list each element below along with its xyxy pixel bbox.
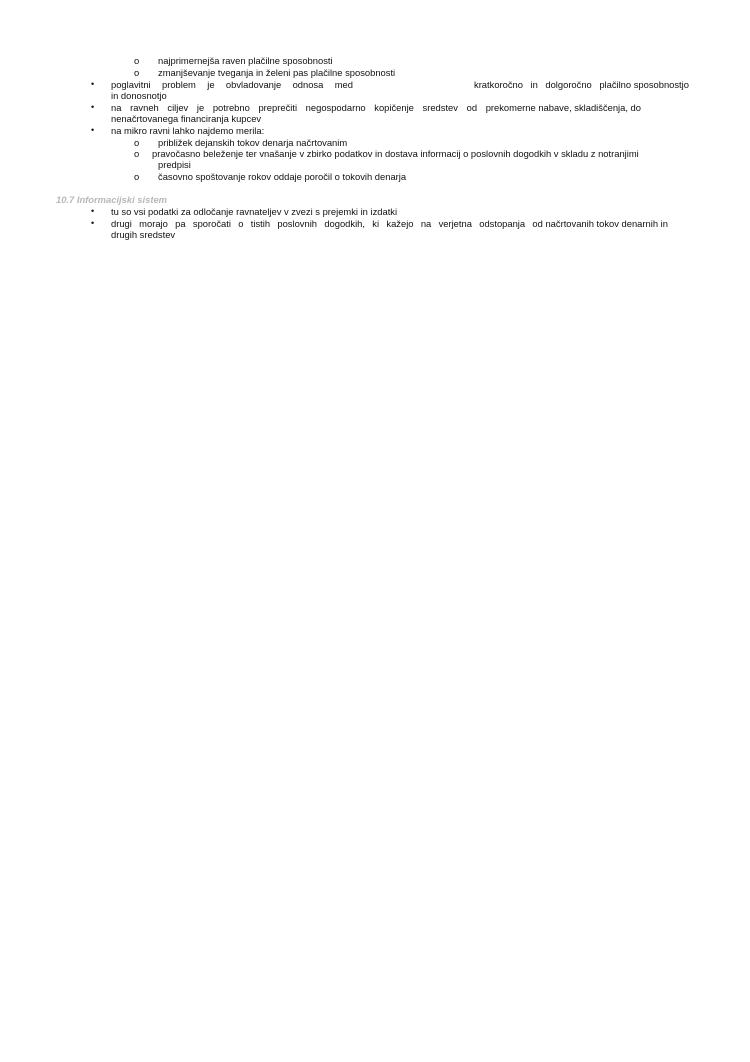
bullet-continuation: in donosnotjo	[111, 90, 167, 101]
word: je	[207, 79, 215, 90]
bullet-continuation: drugih sredstev	[111, 229, 176, 240]
bullet-line	[111, 102, 641, 113]
word: na	[420, 218, 432, 229]
sub-marker: o	[134, 148, 140, 159]
word: odstopanja	[479, 218, 526, 229]
bullet-marker: •	[91, 79, 95, 89]
word: o	[238, 218, 244, 229]
word: preprečiti	[258, 102, 298, 113]
bullet-line	[474, 79, 689, 90]
word: med	[334, 79, 353, 90]
word: od načrtovanih tokov denarnih in	[532, 218, 668, 229]
word: je	[196, 102, 205, 113]
section-heading: 10.7 Informacijski sistem	[56, 194, 167, 205]
word: dolgoročno	[545, 79, 592, 90]
bullet-marker: •	[91, 102, 95, 112]
word: odnosa	[292, 79, 324, 90]
sub-marker: o	[134, 67, 140, 78]
bullet-marker: •	[91, 206, 95, 216]
bullet-line	[111, 218, 668, 229]
word: kratkoročno	[474, 79, 523, 90]
word: plačilno sposobnostjo	[599, 79, 689, 90]
word: od	[466, 102, 478, 113]
sub-item: najprimernejša raven plačilne sposobnosti	[158, 55, 333, 66]
word: drugi	[111, 218, 132, 229]
word: poglavitni	[111, 79, 151, 90]
word: tistih	[250, 218, 271, 229]
word: dogodkih,	[324, 218, 365, 229]
word: kažejo	[386, 218, 414, 229]
bullet-text: na mikro ravni lahko najdemo merila:	[111, 125, 265, 136]
sub-item: časovno spoštovanje rokov oddaje poročil o tokovih denarja	[158, 171, 407, 182]
sub-marker: o	[134, 171, 140, 182]
bullet-line	[111, 79, 353, 90]
word: sredstev	[422, 102, 458, 113]
sub-item: približek dejanskih tokov denarja načrtovanim	[158, 137, 348, 148]
sub-marker: o	[134, 55, 140, 66]
sub-item-continuation: predpisi	[158, 159, 191, 170]
word: ciljev	[167, 102, 189, 113]
word: na	[111, 102, 122, 113]
word: pa	[175, 218, 186, 229]
word: in	[530, 79, 538, 90]
bullet-marker: •	[91, 218, 95, 228]
bullet-text: tu so vsi podatki za odločanje ravnateljev v zvezi s prejemki in izdatki	[111, 206, 398, 217]
word: kopičenje	[374, 102, 414, 113]
bullet-continuation: nenačrtovanega financiranja kupcev	[111, 113, 262, 124]
word: sporočati	[192, 218, 231, 229]
word: morajo	[139, 218, 168, 229]
sub-marker: o	[134, 137, 140, 148]
word: potrebno	[212, 102, 250, 113]
word: obvladovanje	[225, 79, 282, 90]
word: problem	[162, 79, 196, 90]
sub-item: pravočasno beleženje ter vnašanje v zbirko podatkov in dostava informacij o poslovnih dogodkih v skladu z notranjimi	[152, 148, 639, 159]
word: poslovnih	[277, 218, 317, 229]
word: verjetna	[438, 218, 472, 229]
word: prekomerne nabave, skladiščenja, do	[485, 102, 641, 113]
word: ki	[372, 218, 380, 229]
bullet-marker: •	[91, 125, 95, 135]
sub-item: zmanjševanje tveganja in želeni pas plačilne sposobnosti	[158, 67, 396, 78]
word: ravneh	[130, 102, 159, 113]
word: negospodarno	[305, 102, 366, 113]
